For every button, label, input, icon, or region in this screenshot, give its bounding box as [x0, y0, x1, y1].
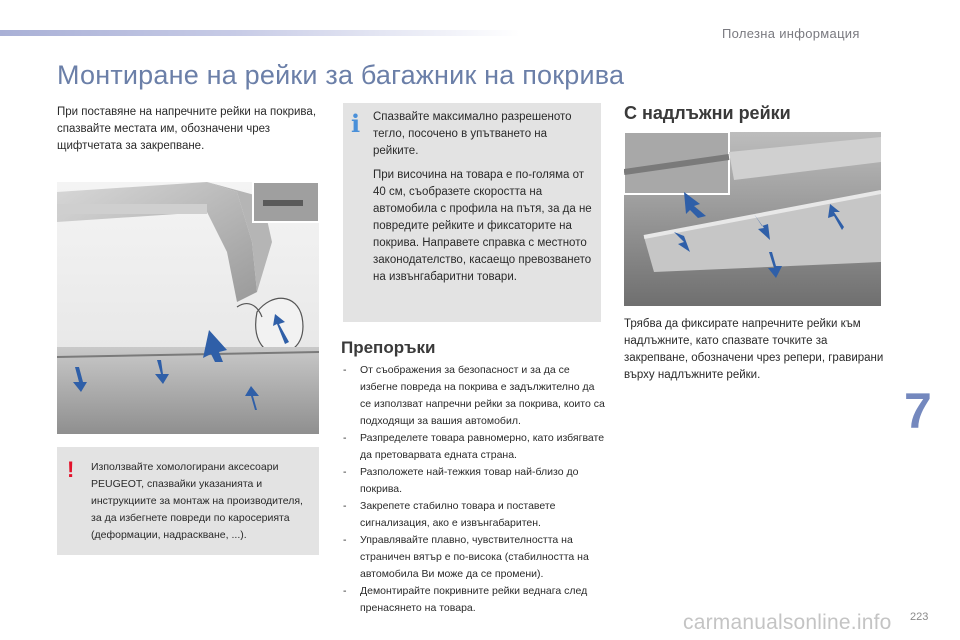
- intro-text: При поставяне на напречните рейки на покрива, спазвайте местата им, обозначени чрез щифтчетата за закрепване.: [57, 106, 317, 152]
- roof-rails-text: Трябва да фиксирате напречните рейки към надлъжните, като спазвате точките за закрепване, обозначени чрез репери, гравирани върху надлъжните рейки.: [624, 318, 884, 381]
- info-icon: i: [351, 109, 361, 138]
- list-item: - Демонтирайте покривните рейки веднага след пренасянето на товара.: [343, 585, 588, 614]
- list-item: - От съображения за безопасност и за да се избегне повреда на покрива е задължително да се използват напречни рейки за покрива, които са подходящи за вашия автомобил.: [343, 364, 605, 427]
- header-accent-bar: [0, 30, 520, 36]
- list-item: - Закрепете стабилно товара и поставете сигнализация, ако е извънгабаритен.: [343, 500, 556, 529]
- info-paragraph-weight: Спазвайте максимално разрешеното тегло, посочено в упътването на рейките.: [373, 111, 572, 157]
- warning-box: [57, 447, 319, 555]
- roof-rails-heading: С надлъжни рейки: [624, 103, 791, 123]
- exclamation-icon: !: [67, 457, 75, 482]
- watermark: carmanualsonline.info: [683, 611, 892, 634]
- crossbar-mounting-illustration: [57, 182, 319, 434]
- list-item: - Разположете най-тежкия товар най-близо до покрива.: [343, 466, 579, 495]
- info-box: [343, 103, 601, 322]
- tips-heading: Препоръки: [341, 338, 436, 357]
- warning-text: Използвайте хомологирани аксесоари PEUGEOT, спазвайки указанията и инструкциите за монтаж на производителя, за да избегнете повреди по каросерията (деформации, надраскване, ...).: [91, 461, 303, 541]
- tips-list: [343, 362, 605, 617]
- info-paragraph-height: При височина на товара е по-голяма от 40 см, съобразете скоростта на автомобила с профила на пътя, за да не повредите рейките и фиксаторите на покрива. Направете справка с местното законодателство, касаещо превозването на извънгабаритни товари.: [373, 169, 592, 283]
- section-name: Полезна информация: [722, 26, 860, 41]
- chapter-number: 7: [904, 383, 932, 439]
- page-title: Монтиране на рейки за багажник на покрива: [57, 60, 625, 90]
- list-item: - Разпределете товара равномерно, като избягвате да претоварвата едната страна.: [343, 432, 605, 461]
- page-number: 223: [910, 611, 929, 623]
- list-item: - Управлявайте плавно, чувствителността на страничен вятър е по-висока (стабилността на автомобила Ви може да се промени).: [343, 534, 589, 580]
- roof-rails-illustration: [624, 132, 881, 306]
